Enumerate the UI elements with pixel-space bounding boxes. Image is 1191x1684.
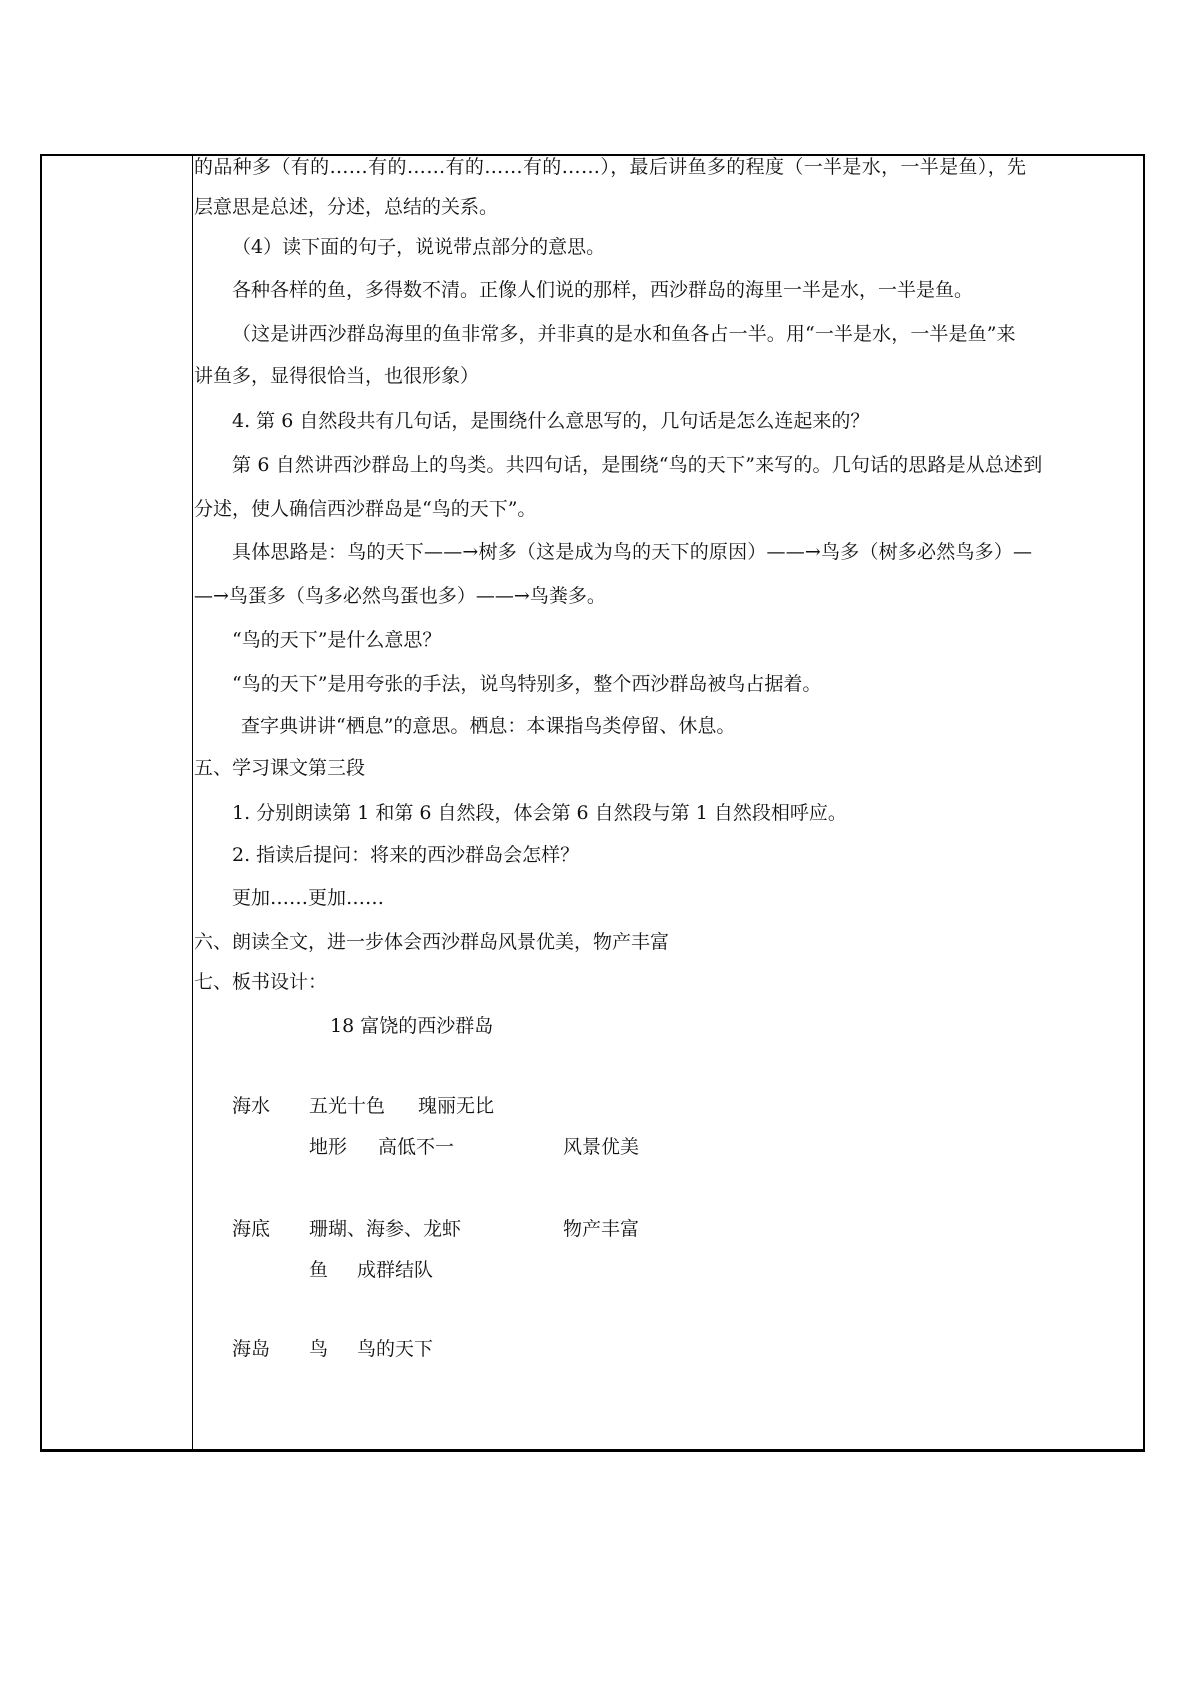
text-line: 4. 第 6 自然段共有几句话，是围绕什么意思写的，几句话是怎么连起来的？ — [232, 410, 870, 432]
board-item: 鸟 — [309, 1338, 329, 1360]
board-item: 高低不一 — [378, 1136, 455, 1158]
board-label: 海水 — [232, 1095, 271, 1117]
board-item: 成群结队 — [357, 1259, 434, 1281]
text-line: 的品种多（有的……有的……有的……有的……），最后讲鱼多的程度（一半是水，一半是鱼），先 — [194, 156, 1027, 178]
text-line: 更加……更加…… — [232, 887, 385, 909]
board-title: 18 富饶的西沙群岛 — [330, 1015, 494, 1037]
text-line: （这是讲西沙群岛海里的鱼非常多，并非真的是水和鱼各占一半。用“一半是水，一半是鱼”来 — [232, 323, 1016, 345]
board-summary: 风景优美 — [563, 1136, 640, 1158]
board-item: 珊瑚、海参、龙虾 — [309, 1218, 462, 1240]
text-line: 各种各样的鱼，多得数不清。正像人们说的那样，西沙群岛的海里一半是水，一半是鱼。 — [232, 279, 974, 301]
lesson-table — [40, 154, 1145, 1452]
board-summary: 物产丰富 — [563, 1218, 640, 1240]
text-line: （4）读下面的句子，说说带点部分的意思。 — [232, 236, 606, 258]
board-item: 地形 — [309, 1136, 348, 1158]
text-line: 具体思路是：鸟的天下——→树多（这是成为鸟的天下的原因）——→鸟多（树多必然鸟多）— — [232, 541, 1033, 563]
content-cell — [193, 156, 1143, 1449]
board-item: 瑰丽无比 — [418, 1095, 495, 1117]
section-heading: 五、学习课文第三段 — [194, 757, 366, 779]
board-item: 五光十色 — [309, 1095, 386, 1117]
section-heading: 六、朗读全文，进一步体会西沙群岛风景优美，物产丰富 — [194, 931, 670, 953]
text-line: 2. 指读后提问：将来的西沙群岛会怎样？ — [232, 844, 580, 866]
text-line: “鸟的天下”是什么意思？ — [232, 629, 442, 651]
text-line: 分述，使人确信西沙群岛是“鸟的天下”。 — [194, 498, 537, 520]
board-label: 海底 — [232, 1218, 271, 1240]
text-line: “鸟的天下”是用夸张的手法，说鸟特别多，整个西沙群岛被鸟占据着。 — [232, 673, 822, 695]
text-line: —→鸟蛋多（鸟多必然鸟蛋也多）——→鸟粪多。 — [194, 585, 606, 607]
text-line: 查字典讲讲“栖息”的意思。栖息：本课指鸟类停留、休息。 — [241, 715, 736, 737]
section-heading: 七、板书设计： — [194, 971, 328, 993]
board-label: 海岛 — [232, 1338, 271, 1360]
text-line: 1. 分别朗读第 1 和第 6 自然段，体会第 6 自然段与第 1 自然段相呼应。 — [232, 802, 847, 824]
board-item: 鱼 — [309, 1259, 329, 1281]
board-item: 鸟的天下 — [357, 1338, 434, 1360]
text-line: 第 6 自然讲西沙群岛上的鸟类。共四句话，是围绕“鸟的天下”来写的。几句话的思路是从总述到 — [232, 454, 1043, 476]
text-line: 讲鱼多，显得很恰当，也很形象） — [194, 365, 480, 387]
text-line: 层意思是总述，分述，总结的关系。 — [194, 196, 499, 218]
